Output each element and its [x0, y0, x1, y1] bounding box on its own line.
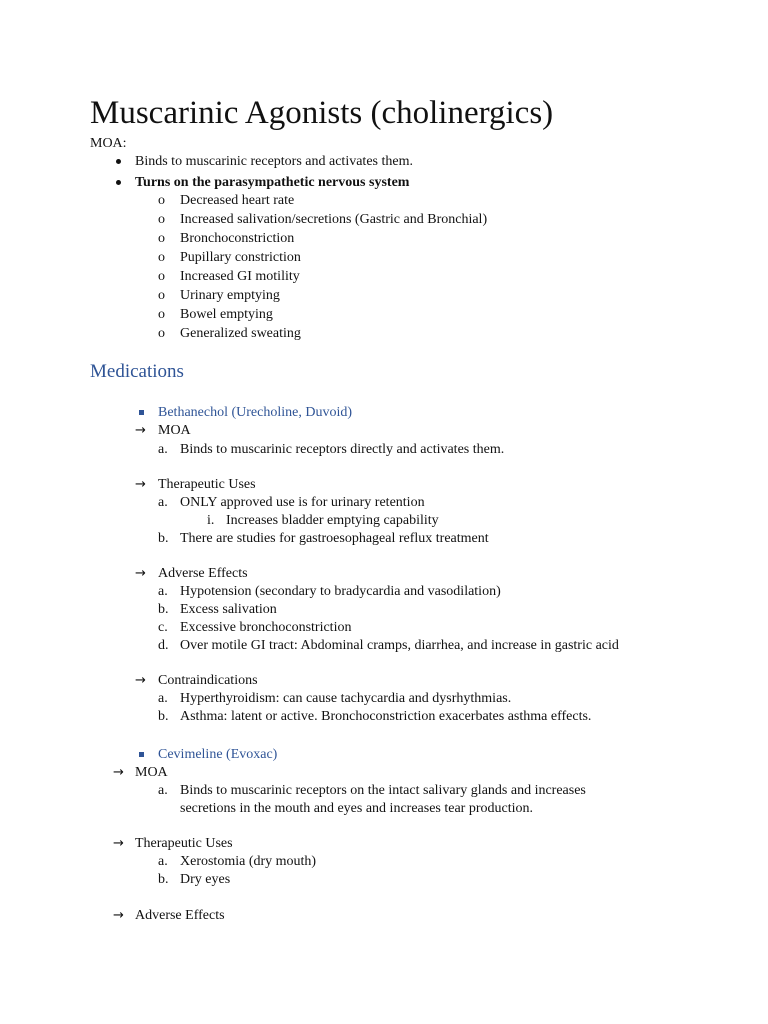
effect-item: Increased GI motility [180, 269, 300, 284]
section-label-moa: MOA [135, 765, 168, 780]
list-item: There are studies for gastroesophageal reflux treatment [180, 531, 489, 546]
section-label-contraindications: Contraindications [158, 673, 258, 688]
section-label-adverse-effects: Adverse Effects [135, 908, 225, 923]
circle-marker-icon: o [158, 288, 165, 303]
effect-item: Bowel emptying [180, 307, 273, 322]
effect-item: Increased salivation/secretions (Gastric and Bronchial) [180, 212, 488, 227]
list-marker: b. [158, 872, 169, 887]
effect-item: Generalized sweating [180, 326, 301, 341]
list-marker: a. [158, 854, 168, 869]
circle-marker-icon: o [158, 326, 165, 341]
list-marker: a. [158, 584, 168, 599]
list-item: Asthma: latent or active. Bronchoconstriction exacerbates asthma effects. [180, 709, 592, 724]
section-label-therapeutic-uses: Therapeutic Uses [158, 477, 256, 492]
list-item: Binds to muscarinic receptors directly and activates them. [180, 442, 505, 457]
list-marker: c. [158, 620, 168, 635]
list-item: Binds to muscarinic receptors on the intact salivary glands and increases [180, 783, 586, 798]
list-item: Hyperthyroidism: can cause tachycardia and dysrhythmias. [180, 691, 512, 706]
square-bullet-icon [139, 410, 144, 415]
moa-bullet-2: Turns on the parasympathetic nervous system [135, 175, 410, 190]
list-marker: d. [158, 638, 169, 653]
list-marker: a. [158, 783, 168, 798]
arrow-right-icon: → [135, 673, 146, 688]
arrow-right-icon: → [135, 423, 146, 438]
list-item: Excessive bronchoconstriction [180, 620, 352, 635]
list-item: Increases bladder emptying capability [226, 513, 439, 528]
list-item: ONLY approved use is for urinary retention [180, 495, 425, 510]
list-item-continuation: secretions in the mouth and eyes and increases tear production. [180, 801, 533, 816]
effect-item: Decreased heart rate [180, 193, 295, 208]
circle-marker-icon: o [158, 250, 165, 265]
list-marker: b. [158, 531, 169, 546]
circle-marker-icon: o [158, 231, 165, 246]
list-item: Dry eyes [180, 872, 231, 887]
section-label-adverse-effects: Adverse Effects [158, 566, 248, 581]
bullet-dot-icon [116, 159, 121, 164]
list-marker: i. [207, 513, 215, 528]
moa-label: MOA: [90, 136, 127, 151]
list-item: Hypotension (secondary to bradycardia and vasodilation) [180, 584, 501, 599]
circle-marker-icon: o [158, 212, 165, 227]
page-title: Muscarinic Agonists (cholinergics) [90, 95, 554, 131]
medications-heading: Medications [90, 361, 184, 382]
circle-marker-icon: o [158, 193, 165, 208]
list-marker: a. [158, 495, 168, 510]
arrow-right-icon: → [113, 765, 124, 780]
arrow-right-icon: → [135, 477, 146, 492]
arrow-right-icon: → [135, 566, 146, 581]
effect-item: Bronchoconstriction [180, 231, 295, 246]
list-marker: b. [158, 709, 169, 724]
arrow-right-icon: → [113, 836, 124, 851]
circle-marker-icon: o [158, 269, 165, 284]
list-marker: a. [158, 691, 168, 706]
effect-item: Urinary emptying [180, 288, 280, 303]
drug-name-bethanechol: Bethanechol (Urecholine, Duvoid) [158, 405, 352, 420]
square-bullet-icon [139, 752, 144, 757]
bullet-dot-icon [116, 180, 121, 185]
moa-bullet-1: Binds to muscarinic receptors and activates them. [135, 154, 413, 169]
section-label-therapeutic-uses: Therapeutic Uses [135, 836, 233, 851]
drug-name-cevimeline: Cevimeline (Evoxac) [158, 747, 278, 762]
section-label-moa: MOA [158, 423, 191, 438]
arrow-right-icon: → [113, 908, 124, 923]
effect-item: Pupillary constriction [180, 250, 301, 265]
list-marker: a. [158, 442, 168, 457]
circle-marker-icon: o [158, 307, 165, 322]
list-item: Xerostomia (dry mouth) [180, 854, 317, 869]
list-marker: b. [158, 602, 169, 617]
list-item: Excess salivation [180, 602, 277, 617]
list-item: Over motile GI tract: Abdominal cramps, diarrhea, and increase in gastric acid [180, 638, 619, 653]
